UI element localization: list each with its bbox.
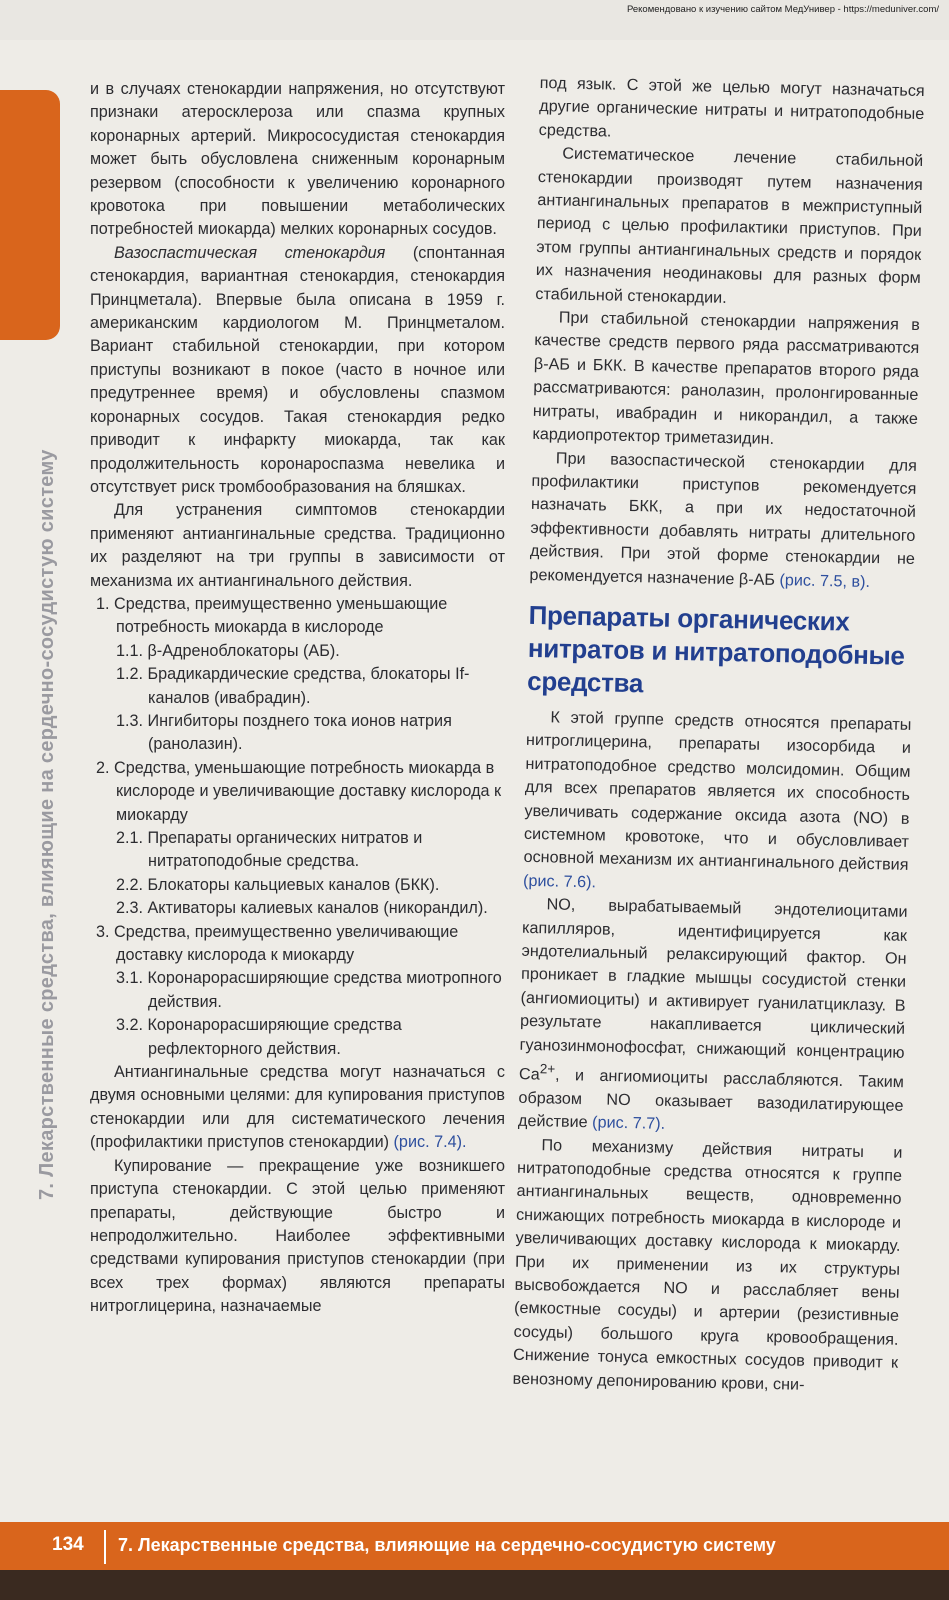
paragraph: Купирование — прекращение уже возникшего приступа стенокардии. С этой целью применяют препараты, действующие быстро и непродолжительно. Наиболее эффективными средствами купирования приступов стенокардии (при всех трех формах) являются препараты нитроглицерина, назначаемые [90,1156,505,1316]
term-italic: Вазоспастическая стенокардия [114,243,386,262]
list-item: 1. Средства, преимущественно уменьшающие потребность миокарда в кислороде [96,594,448,637]
superscript: 2+ [539,1061,556,1077]
page-footer [0,1522,949,1570]
list-item: 1.2. Брадикардические средства, блокаторы If-каналов (ивабрадин). [116,665,470,707]
paragraph [90,1061,505,1155]
list-item: 3.2. Коронарорасширяющие средства рефлекторного действия. [116,1016,402,1058]
drug-classification-list [90,593,505,1061]
page-edge [0,1570,949,1600]
chapter-tab [0,90,60,340]
list-item: 2.1. Препараты органических нитратов и нитратоподобные средства. [116,829,423,871]
paragraph [90,242,505,499]
paragraph [518,893,908,1141]
paragraph-text: К этой группе средств относятся препараты нитроглицерина, препараты изосорбида и нитратоподобное средство молсидомин. Общим для всех препаратов является их способность увеличивать содержание оксида азота (NO) в системном кровотоке, что и обусловливает основной механизм их антиангинального действия [523,708,912,875]
list-item: 1.3. Ингибиторы позднего тока ионов натрия (ранолазин). [116,711,452,754]
footer-chapter-title: 7. Лекарственные средства, влияющие на сердечно-сосудистую систему [118,1535,776,1555]
paragraph-text: Антиангинальные средства могут назначаться с двумя основными целями: для купирования приступов стенокардии или для систематического лечения (профилактики приступов стенокардии) [90,1063,505,1152]
footer-divider [104,1530,106,1564]
list-item: 2.2. Блокаторы кальциевых каналов (БКК). [116,875,440,894]
paragraph: под язык. С этой же целью могут назначаться другие органические нитраты и нитратоподобные средства. [538,73,925,141]
paragraph: По механизму действия нитраты и нитратоподобные средства относятся к группе антиангинальных веществ, одновременно снижающих потребность миокарда в кислороде и увеличивающих доставку кислорода к миокарду. При их применении из их структуры высвобождается NO и расслабляет вены (емкостные сосуды) и артерии (резистивные сосуды) большого круга кровообращения. Снижение тонуса емкостных сосудов приводит к венозному депонированию крови, сни- [512,1135,903,1394]
paragraph-text: При вазоспастической стенокардии для профилактики приступов рекомендуется назначать БКК, а при их недостаточной эффективности добавлять нитраты длительного действия. При этой форме стенокардии не рекомендуется назначение β-АБ [529,448,918,589]
paragraph: Систематическое лечение стабильной стенокардии производят путем назначения антиангинальных препаратов в межприступный период с целью профилактики приступов. При этом группы антиангинальных средств и порядок их назначения неодинаковы для разных форм стабильной стенокардии. [535,144,924,307]
paragraph-text: (спонтанная стенокардия, вариантная стенокардия, стенокардия Принцметала). Впервые была описана в 1959 г. американским кардиологом М. Принцметалом. Вариант стабильной стенокардии, при котором приступы возникают в покое (часто в ночное или предутреннее время) и обусловлены спазмом коронарных сосудов. Такая стенокардия редко приводит к инфаркту миокарда, так как продолжительность коронароспазма невелика и отсутствует риск тромбообразования на бляшках. [90,243,505,496]
side-chapter-title: 7. Лекарственные средства, влияющие на сердечно-сосудистую систему [36,449,58,1200]
figure-reference-link[interactable]: (рис. 7.5, в). [779,570,871,591]
list-item: 1.1. β-Адреноблокаторы (АБ). [116,641,340,660]
paragraph [529,446,917,594]
figure-reference-link[interactable]: (рис. 7.4). [393,1133,467,1152]
paragraph: и в случаях стенокардии напряжения, но отсутствуют признаки атеросклероза или спазма крупных коронарных артерий. Микрососудистая стенокардия может быть обусловлена сниженным коронарным резервом (способности к увеличению коронарного кровотока при повышении метаболических потребностей миокарда) мелких коронарных сосудов. [90,80,505,239]
paragraph [523,706,912,901]
list-item: 3.1. Коронарорасширяющие средства миотропного действия. [116,969,502,1011]
list-item: 2. Средства, уменьшающие потребность миокарда в кислороде и увеличивающие доставку кислорода к миокарду [96,758,502,824]
left-column [90,78,505,1319]
paragraph: Для устранения симптомов стенокардии применяют антиангинальные средства. Традиционно их разделяют на три группы в зависимости от механизма их антиангинального действия. [90,501,505,590]
section-heading: Препараты органических нитратов и нитратоподобные средства [526,599,905,699]
list-item: 2.3. Активаторы калиевых каналов (никорандил). [116,899,488,918]
figure-reference-link[interactable]: (рис. 7.6). [522,871,597,892]
right-column [512,72,925,1399]
page-number: 134 [52,1534,84,1555]
list-item: 3. Средства, преимущественно увеличивающие доставку кислорода к миокарду [96,922,459,965]
paragraph: При стабильной стенокардии напряжения в качестве средств первого ряда рассматриваются β-АБ и БКК. В качестве препаратов второго ряда рассматриваются: ранолазин, пролонгированные нитраты, ивабрадин и никорандил, а также кардиопротектор триметазидин. [532,308,920,449]
paragraph-text: NO, вырабатываемый эндотелиоцитами капилляров, идентифицируется как эндотелиальный релаксирующий фактор. Он проникает в гладкие мышцы сосудистой стенки (ангиомиоциты) и активирует гуанилатциклазу. В результате накапливается циклический гуанозинмонофосфат, снижающий концентрацию Ca [518,895,908,1084]
paragraph-text: , и ангиомиоциты расслабляются. Таким образом NO оказывает вазодилатирующее действие [517,1065,905,1132]
figure-reference-link[interactable]: (рис. 7.7). [591,1113,666,1134]
watermark: Рекомендовано к изучению сайтом МедУнивер - https://meduniver.com/ [626,4,939,15]
